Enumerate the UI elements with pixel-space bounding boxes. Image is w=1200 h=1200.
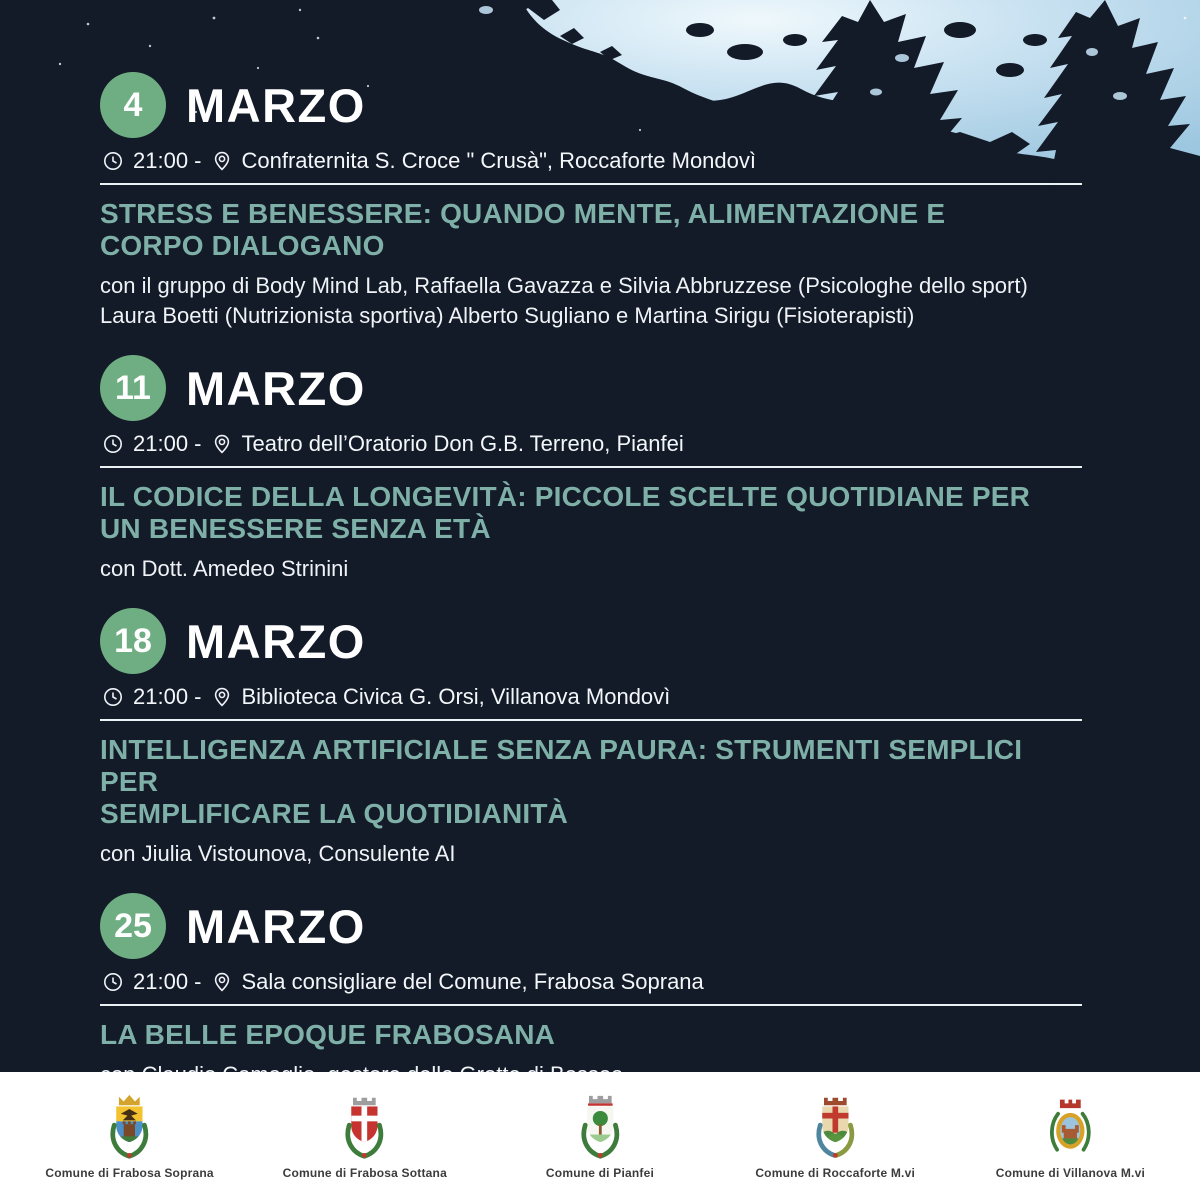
event-title-line: STRESS E BENESSERE: QUANDO MENTE, ALIMENTAZIONE E [100,198,946,229]
event-entry [100,355,1082,584]
clock-icon [102,150,124,172]
divider-line [100,719,1082,721]
event-time: 21:00 - [133,148,202,173]
event-meta [100,682,1082,712]
event-title-line: INTELLIGENZA ARTIFICIALE SENZA PAURA: STRUMENTI SEMPLICI PER [100,734,1023,797]
event-location: Sala consigliare del Comune, Frabosa Soprana [241,969,704,994]
crest-villanova-icon [1042,1093,1099,1161]
event-header [100,72,1082,138]
divider-line [100,183,1082,185]
municipality-frabosa-soprana [17,1093,243,1180]
location-pin-icon [211,686,233,708]
event-title [100,198,1082,262]
divider-line [100,1004,1082,1006]
clock-icon [102,686,124,708]
event-title-line: LA BELLE EPOQUE FRABOSANA [100,1019,556,1050]
event-meta [100,146,1082,176]
event-header [100,355,1082,421]
event-title [100,1019,1082,1051]
events-list [100,72,1082,1114]
event-header [100,608,1082,674]
event-title [100,481,1082,545]
footer-municipalities [0,1072,1200,1200]
clock-icon [102,971,124,993]
event-speakers: con Dott. Amedeo Strinini [100,556,349,581]
municipality-roccaforte [722,1093,948,1180]
event-entry [100,72,1082,331]
event-title-line: IL CODICE DELLA LONGEVITÀ: PICCOLE SCELTE QUOTIDIANE PER [100,481,1031,512]
event-month: MARZO [186,899,366,953]
event-month: MARZO [186,78,366,132]
crest-roccaforte-icon [807,1093,864,1161]
event-header [100,893,1082,959]
event-title [100,734,1082,830]
municipality-villanova [957,1093,1183,1180]
crest-pianfei-icon [572,1093,629,1161]
event-entry [100,608,1082,869]
municipality-label: Comune di Villanova M.vi [995,1165,1145,1180]
event-time: 21:00 - [133,431,202,456]
location-pin-icon [211,971,233,993]
municipality-label: Comune di Pianfei [545,1165,654,1180]
event-title-line: CORPO DIALOGANO [100,230,385,261]
event-speakers: con il gruppo di Body Mind Lab, Raffaella Gavazza e Silvia Abbruzzese (Psicologhe dello sport) Laura Boetti (Nutrizionista sportiva) Alberto Sugliano e Martina Sirigu (Fisioterapisti) [100,273,1028,328]
municipality-pianfei [487,1093,713,1180]
event-day-badge: 11 [100,355,166,421]
event-title-line: UN BENESSERE SENZA ETÀ [100,513,491,544]
municipality-label: Comune di Frabosa Soprana [45,1165,214,1180]
event-time: 21:00 - [133,969,202,994]
location-pin-icon [211,433,233,455]
event-month: MARZO [186,614,366,668]
event-month: MARZO [186,361,366,415]
event-location: Confraternita S. Croce " Crusà", Roccaforte Mondovì [241,148,756,173]
event-title-line: SEMPLIFICARE LA QUOTIDIANITÀ [100,798,569,829]
municipality-frabosa-sottana [252,1093,478,1180]
event-entry [100,893,1082,1090]
divider-line [100,466,1082,468]
crest-frabosa-sottana-icon [336,1093,393,1161]
event-meta [100,429,1082,459]
event-time: 21:00 - [133,684,202,709]
event-day-badge: 4 [100,72,166,138]
event-speakers: con Jiulia Vistounova, Consulente AI [100,841,456,866]
event-day-badge: 18 [100,608,166,674]
event-location: Teatro dell’Oratorio Don G.B. Terreno, Pianfei [241,431,684,456]
event-day-badge: 25 [100,893,166,959]
event-location: Biblioteca Civica G. Orsi, Villanova Mondovì [241,684,671,709]
event-meta [100,967,1082,997]
municipality-label: Comune di Frabosa Sottana [282,1165,447,1180]
location-pin-icon [211,150,233,172]
municipality-label: Comune di Roccaforte M.vi [755,1165,915,1180]
crest-frabosa-soprana-icon [101,1093,158,1161]
clock-icon [102,433,124,455]
